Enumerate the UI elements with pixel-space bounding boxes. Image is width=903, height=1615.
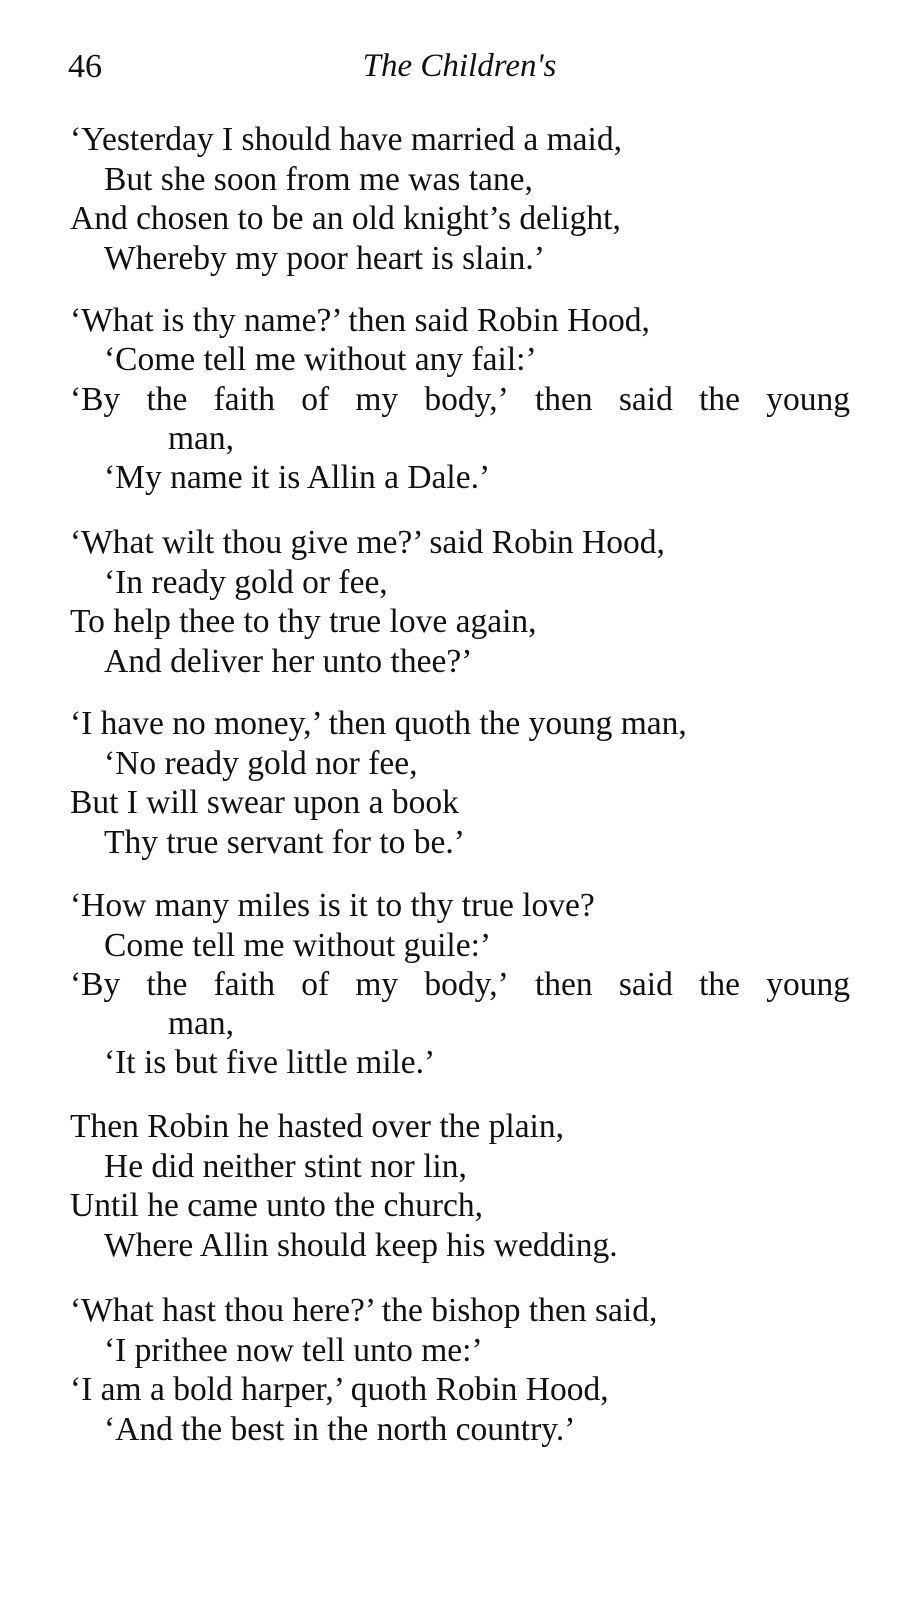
word: young [766,966,850,1003]
page-number: 46 [68,48,102,85]
word: then [534,966,593,1003]
verse-line-justified [70,383,850,417]
word: then [534,381,593,418]
word: the [699,966,740,1003]
verse-line: ‘And the best in the north country.’ [104,1411,576,1448]
word: the [146,966,188,1003]
word: faith [213,381,276,418]
word: the [146,381,188,418]
verse-line: And deliver her unto thee?’ [104,643,473,680]
word: faith [213,966,276,1003]
verse-line: ‘In ready gold or fee, [104,564,388,601]
word: body,’ [424,966,509,1003]
verse-line: ‘What hast thou here?’ the bishop then said, [70,1292,658,1329]
word: young [766,381,850,418]
verse-line: Come tell me without guile:’ [104,927,492,964]
verse-line: ‘What is thy name?’ then said Robin Hood, [70,302,650,339]
verse-line: ‘I have no money,’ then quoth the young man, [70,705,687,742]
verse-line: ‘Yesterday I should have married a maid, [70,121,622,158]
word: ‘By [70,381,121,418]
word: ‘By [70,966,121,1003]
word: said [618,966,673,1003]
verse-line: ‘It is but five little mile.’ [104,1044,436,1081]
verse-line-runover: man, [168,420,235,457]
running-head: The Children's [362,48,557,84]
verse-line: But she soon from me was tane, [104,161,533,198]
word: the [699,381,740,418]
verse-line: But I will swear upon a book [70,784,459,821]
verse-line: ‘Come tell me without any fail:’ [104,341,537,378]
verse-line: To help thee to thy true love again, [70,603,537,640]
verse-line: ‘I prithee now tell unto me:’ [104,1332,483,1369]
verse-line: Where Allin should keep his wedding. [104,1227,618,1264]
verse-line: Until he came unto the church, [70,1187,484,1224]
verse-line: He did neither stint nor lin, [104,1148,467,1185]
word: of [301,381,330,418]
word: body,’ [424,381,509,418]
verse-line: Thy true servant for to be.’ [104,824,465,861]
verse-line: ‘What wilt thou give me?’ said Robin Hood, [70,524,665,561]
verse-line: Then Robin he hasted over the plain, [70,1108,564,1145]
verse-line: ‘How many miles is it to thy true love? [70,887,595,924]
word: said [618,381,673,418]
verse-line-runover: man, [168,1005,235,1042]
verse-line: ‘I am a bold harper,’ quoth Robin Hood, [70,1371,609,1408]
verse-line: And chosen to be an old knight’s delight, [70,200,621,237]
verse-line: ‘No ready gold nor fee, [104,745,418,782]
word: my [355,381,399,418]
verse-line: ‘My name it is Allin a Dale.’ [104,459,491,496]
word: of [301,966,330,1003]
page-header [0,48,903,98]
word: my [355,966,399,1003]
verse-line-justified [70,968,850,1002]
verse-line: Whereby my poor heart is slain.’ [104,240,545,277]
